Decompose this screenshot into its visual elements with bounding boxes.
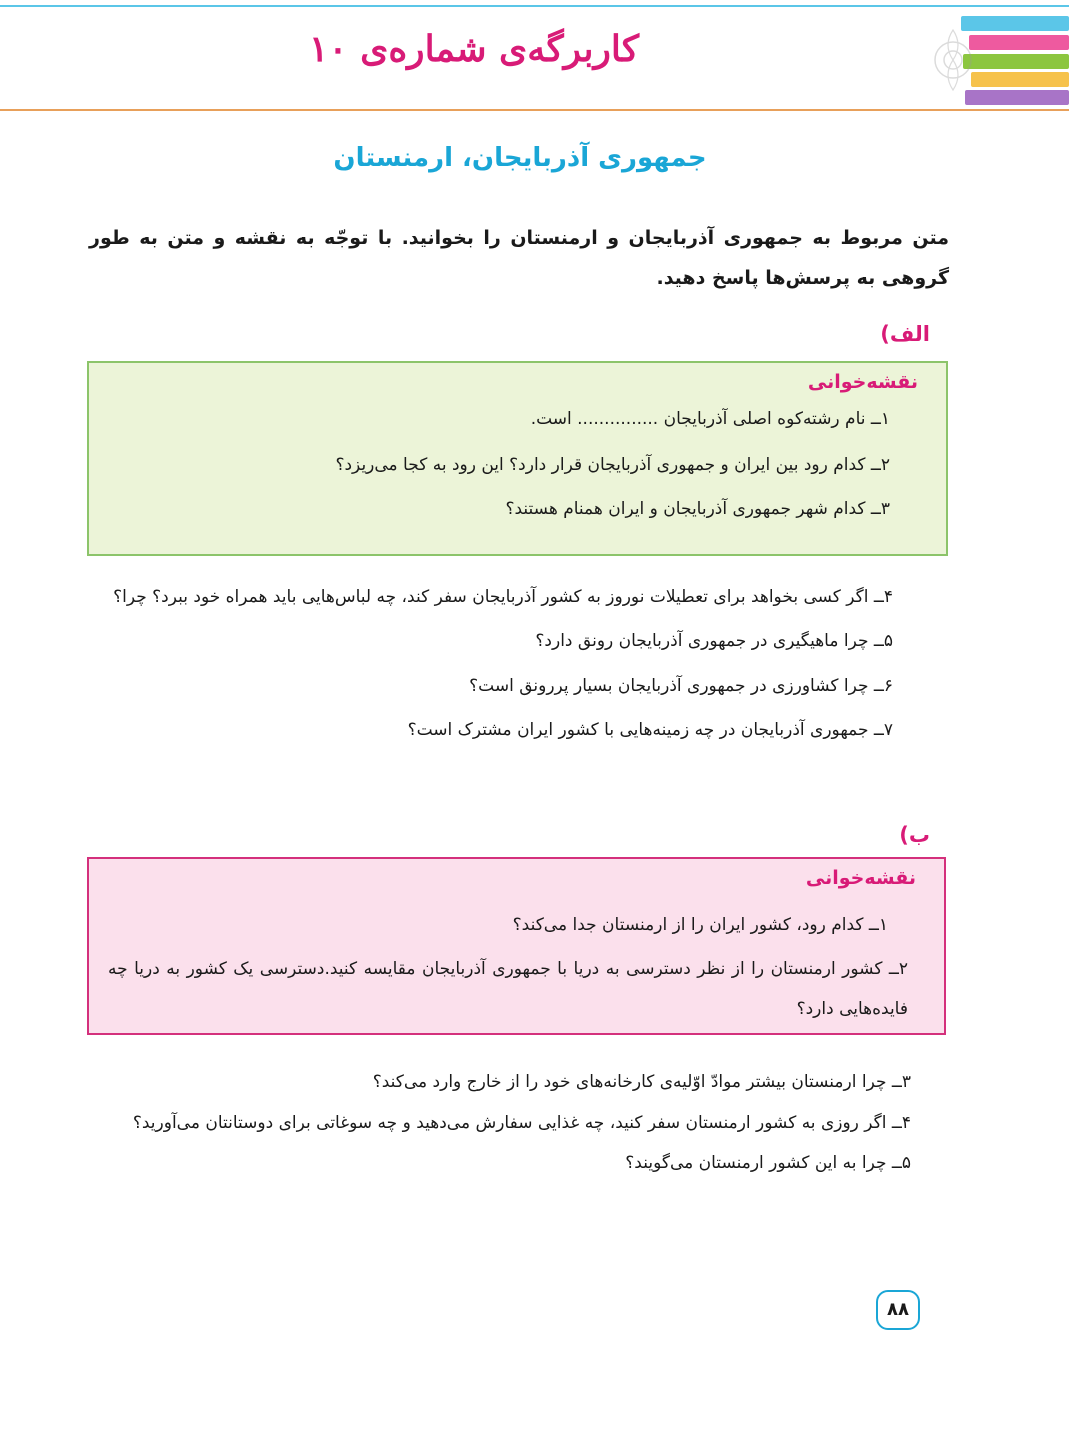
- question: ۵ــ چرا به این کشور ارمنستان می‌گویند؟: [625, 1153, 911, 1173]
- question: ۴ــ اگر روزی به کشور ارمنستان سفر کنید، چه غذایی سفارش می‌دهید و چه سوغاتی برای دوستانتان می‌آورید؟: [132, 1113, 911, 1133]
- box-question: ۲ــ کشور ارمنستان را از نظر دسترسی به دریا با جمهوری آذربایجان مقایسه کنید.دسترسی یک کشور به دریا چه فایده‌هایی دارد؟: [108, 959, 908, 1019]
- part-b-label: ب): [899, 823, 930, 847]
- section-title: جمهوری آذربایجان، ارمنستان: [333, 143, 707, 173]
- part-a-label: الف): [880, 322, 930, 346]
- tab-decoration: [969, 35, 1069, 50]
- box-heading: نقشه‌خوانی: [807, 371, 918, 393]
- worksheet-title: کاربرگه‌ی شماره‌ی ۱۰: [308, 28, 640, 70]
- page-number: ۸۸: [876, 1290, 920, 1330]
- tab-decoration: [971, 72, 1069, 87]
- map-reading-box-b: [87, 857, 946, 1035]
- question: ۶ــ چرا کشاورزی در جمهوری آذربایجان بسیار پررونق است؟: [469, 676, 893, 696]
- floral-ornament-icon: [928, 20, 978, 100]
- header-divider: [0, 109, 1069, 111]
- box-question: ۱ــ نام رشته‌کوه اصلی آذربایجان ............... است.: [530, 409, 890, 429]
- question: ۴ــ اگر کسی بخواهد برای تعطیلات نوروز به کشور آذربایجان سفر کند، چه لباس‌هایی باید همراه خود ببرد؟ چرا؟: [113, 587, 893, 607]
- tab-decoration: [963, 54, 1069, 69]
- box-question: ۱ــ کدام رود، کشور ایران را از ارمنستان جدا می‌کند؟: [512, 915, 888, 935]
- question: ۷ــ جمهوری آذربایجان در چه زمینه‌هایی با کشور ایران مشترک است؟: [407, 720, 893, 740]
- box-question: ۳ــ کدام شهر جمهوری آذربایجان و ایران همنام هستند؟: [505, 499, 890, 519]
- tab-decoration: [965, 90, 1069, 105]
- map-reading-box-a: [87, 361, 948, 556]
- question: ۳ــ چرا ارمنستان بیشتر موادّ اوّلیه‌ی کارخانه‌های خود را از خارج وارد می‌کند؟: [372, 1072, 911, 1092]
- box-question: ۲ــ کدام رود بین ایران و جمهوری آذربایجان قرار دارد؟ این رود به کجا می‌ریزد؟: [335, 455, 890, 475]
- question: ۵ــ چرا ماهیگیری در جمهوری آذربایجان رونق دارد؟: [535, 631, 893, 651]
- intro-paragraph: متن مربوط به جمهوری آذربایجان و ارمنستان را بخوانید. با توجّه به نقشه و متن به طور گروهی به پرسش‌ها پاسخ دهید.: [89, 227, 949, 289]
- box-heading: نقشه‌خوانی: [805, 867, 916, 889]
- top-accent-line: [0, 5, 1069, 7]
